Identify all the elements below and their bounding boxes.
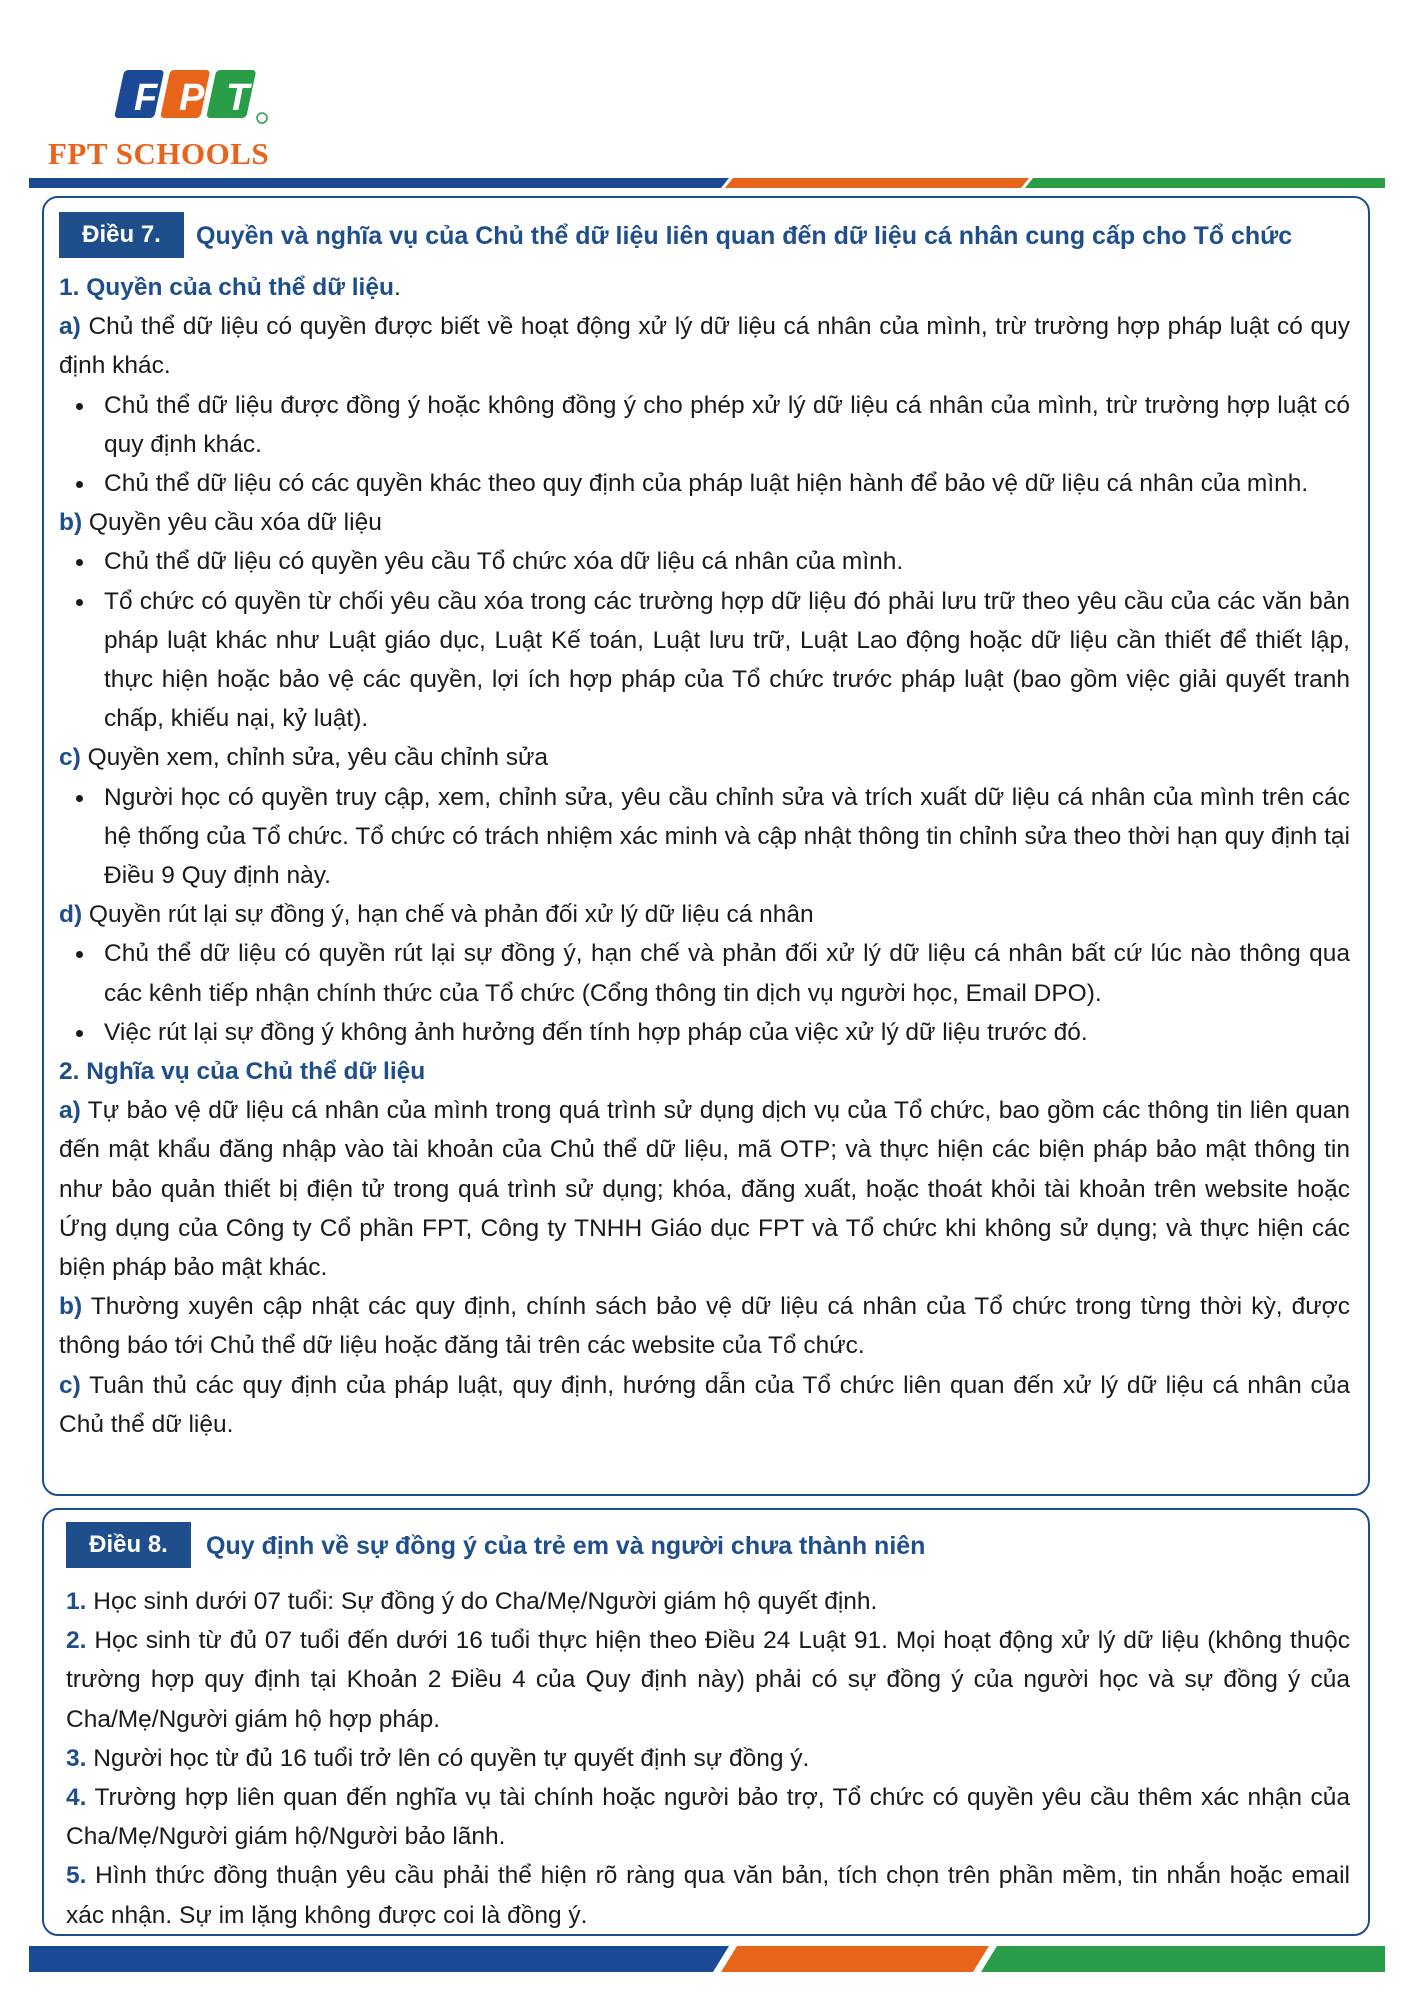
right-b-bullets — [59, 542, 1350, 738]
right-a: a) Chủ thể dữ liệu có quyền được biết về hoạt động xử lý dữ liệu cá nhân của mình, trừ trường hợp pháp luật có quy định khác. — [59, 313, 1350, 380]
right-d-bullets — [59, 934, 1350, 1052]
article-7-box — [42, 196, 1370, 1496]
list-item: 1. Học sinh dưới 07 tuổi: Sự đồng ý do Cha/Mẹ/Người giám hộ quyết định. — [66, 1588, 878, 1615]
svg-text:T: T — [226, 77, 250, 119]
fpt-logo-mark — [112, 62, 272, 134]
list-item: 3. Người học từ đủ 16 tuổi trở lên có quyền tự quyết định sự đồng ý. — [66, 1744, 810, 1772]
article-8-box — [42, 1508, 1370, 1936]
svg-text:F: F — [134, 77, 158, 119]
article-7-content — [59, 268, 1350, 1444]
svg-text:P: P — [179, 77, 205, 119]
list-item: Việc rút lại sự đồng ý không ảnh hưởng đến tính hợp pháp của việc xử lý dữ liệu trước đó. — [59, 1013, 1350, 1052]
list-item: 4. Trường hợp liên quan đến nghĩa vụ tài chính hoặc người bảo trợ, Tổ chức có quyền yêu cầu thêm xác nhận của Cha/Mẹ/Người giám hộ/Người bảo lãnh. — [66, 1784, 1350, 1851]
article-8-content — [66, 1582, 1350, 1935]
list-item: 5. Hình thức đồng thuận yêu cầu phải thể hiện rõ ràng qua văn bản, tích chọn trên phần mềm, tin nhắn hoặc email xác nhận. Sự im lặng không được coi là đồng ý. — [66, 1862, 1350, 1929]
right-b: b) Quyền yêu cầu xóa dữ liệu — [59, 509, 382, 537]
right-d: d) Quyền rút lại sự đồng ý, hạn chế và phản đối xử lý dữ liệu cá nhân — [59, 901, 814, 929]
list-item: 2. Học sinh từ đủ 07 tuổi đến dưới 16 tuổi thực hiện theo Điều 24 Luật 91. Mọi hoạt động xử lý dữ liệu (không thuộc trường hợp quy định tại Khoản 2 Điều 4 của Quy định này) phải có sự đồng ý của người học và sự đồng ý của Cha/Mẹ/Người giám hộ hợp pháp. — [66, 1627, 1350, 1733]
right-a-bullets — [59, 386, 1350, 504]
school-name: FPT SCHOOLS — [48, 136, 270, 171]
section-1-heading: 1. Quyền của chủ thể dữ liệu. — [59, 274, 401, 301]
duty-b: b) Thường xuyên cập nhật các quy định, chính sách bảo vệ dữ liệu cá nhân của Tổ chức trong từng thời kỳ, được thông báo tới Chủ thể dữ liệu hoặc đăng tải trên các website của Tổ chức. — [59, 1293, 1350, 1360]
fpt-schools-logo — [48, 58, 298, 178]
article-8-tag: Điều 8. — [66, 1522, 191, 1568]
list-item: Người học có quyền truy cập, xem, chỉnh sửa, yêu cầu chỉnh sửa và trích xuất dữ liệu cá nhân của mình trên các hệ thống của Tổ chức. Tổ chức có trách nhiệm xác minh và cập nhật thông tin chỉnh sửa theo thời hạn quy định tại Điều 9 Quy định này. — [59, 778, 1350, 896]
duty-a: a) Tự bảo vệ dữ liệu cá nhân của mình trong quá trình sử dụng dịch vụ của Tổ chức, bao gồm các thông tin liên quan đến mật khẩu đăng nhập vào tài khoản của Chủ thể dữ liệu, mã OTP; và thực hiện các biện pháp bảo mật thông tin như bảo quản thiết bị điện tử trong quá trình sử dụng; khóa, đăng xuất, hoặc thoát khỏi tài khoản trên website hoặc Ứng dụng của Công ty Cổ phần FPT, Công ty TNHH Giáo dục FPT và Tổ chức khi không sử dụng; và thực hiện các biện pháp bảo mật khác. — [59, 1097, 1350, 1282]
duty-c: c) Tuân thủ các quy định của pháp luật, quy định, hướng dẫn của Tổ chức liên quan đến xử lý dữ liệu cá nhân của Chủ thể dữ liệu. — [59, 1371, 1350, 1438]
footer-color-stripe — [29, 1946, 1385, 1972]
right-c: c) Quyền xem, chỉnh sửa, yêu cầu chỉnh sửa — [59, 744, 549, 772]
list-item: Chủ thể dữ liệu có các quyền khác theo quy định của pháp luật hiện hành để bảo vệ dữ liệu cá nhân của mình. — [59, 464, 1350, 503]
list-item: Chủ thể dữ liệu có quyền yêu cầu Tổ chức xóa dữ liệu cá nhân của mình. — [59, 542, 1350, 581]
list-item: Chủ thể dữ liệu được đồng ý hoặc không đồng ý cho phép xử lý dữ liệu cá nhân của mình, trừ trường hợp luật có quy định khác. — [59, 386, 1350, 464]
article-7-title: Quyền và nghĩa vụ của Chủ thể dữ liệu liên quan đến dữ liệu cá nhân cung cấp cho Tổ chức — [196, 222, 1293, 250]
article-7-tag: Điều 7. — [59, 212, 184, 258]
article-8-title: Quy định về sự đồng ý của trẻ em và người chưa thành niên — [206, 1532, 926, 1560]
list-item: Tổ chức có quyền từ chối yêu cầu xóa trong các trường hợp dữ liệu đó phải lưu trữ theo yêu cầu của các văn bản pháp luật khác như Luật giáo dục, Luật Kế toán, Luật lưu trữ, Luật Lao động hoặc dữ liệu cần thiết để thiết lập, thực hiện hoặc bảo vệ các quyền, lợi ích hợp pháp của Tổ chức trước pháp luật (bao gồm việc giải quyết tranh chấp, khiếu nại, kỷ luật). — [59, 582, 1350, 739]
section-2-heading: 2. Nghĩa vụ của Chủ thể dữ liệu — [59, 1058, 426, 1086]
header-color-stripe — [29, 178, 1385, 188]
right-c-bullets — [59, 778, 1350, 896]
list-item: Chủ thể dữ liệu có quyền rút lại sự đồng ý, hạn chế và phản đối xử lý dữ liệu cá nhân bất cứ lúc nào thông qua các kênh tiếp nhận chính thức của Tổ chức (Cổng thông tin dịch vụ người học, Email DPO). — [59, 934, 1350, 1012]
